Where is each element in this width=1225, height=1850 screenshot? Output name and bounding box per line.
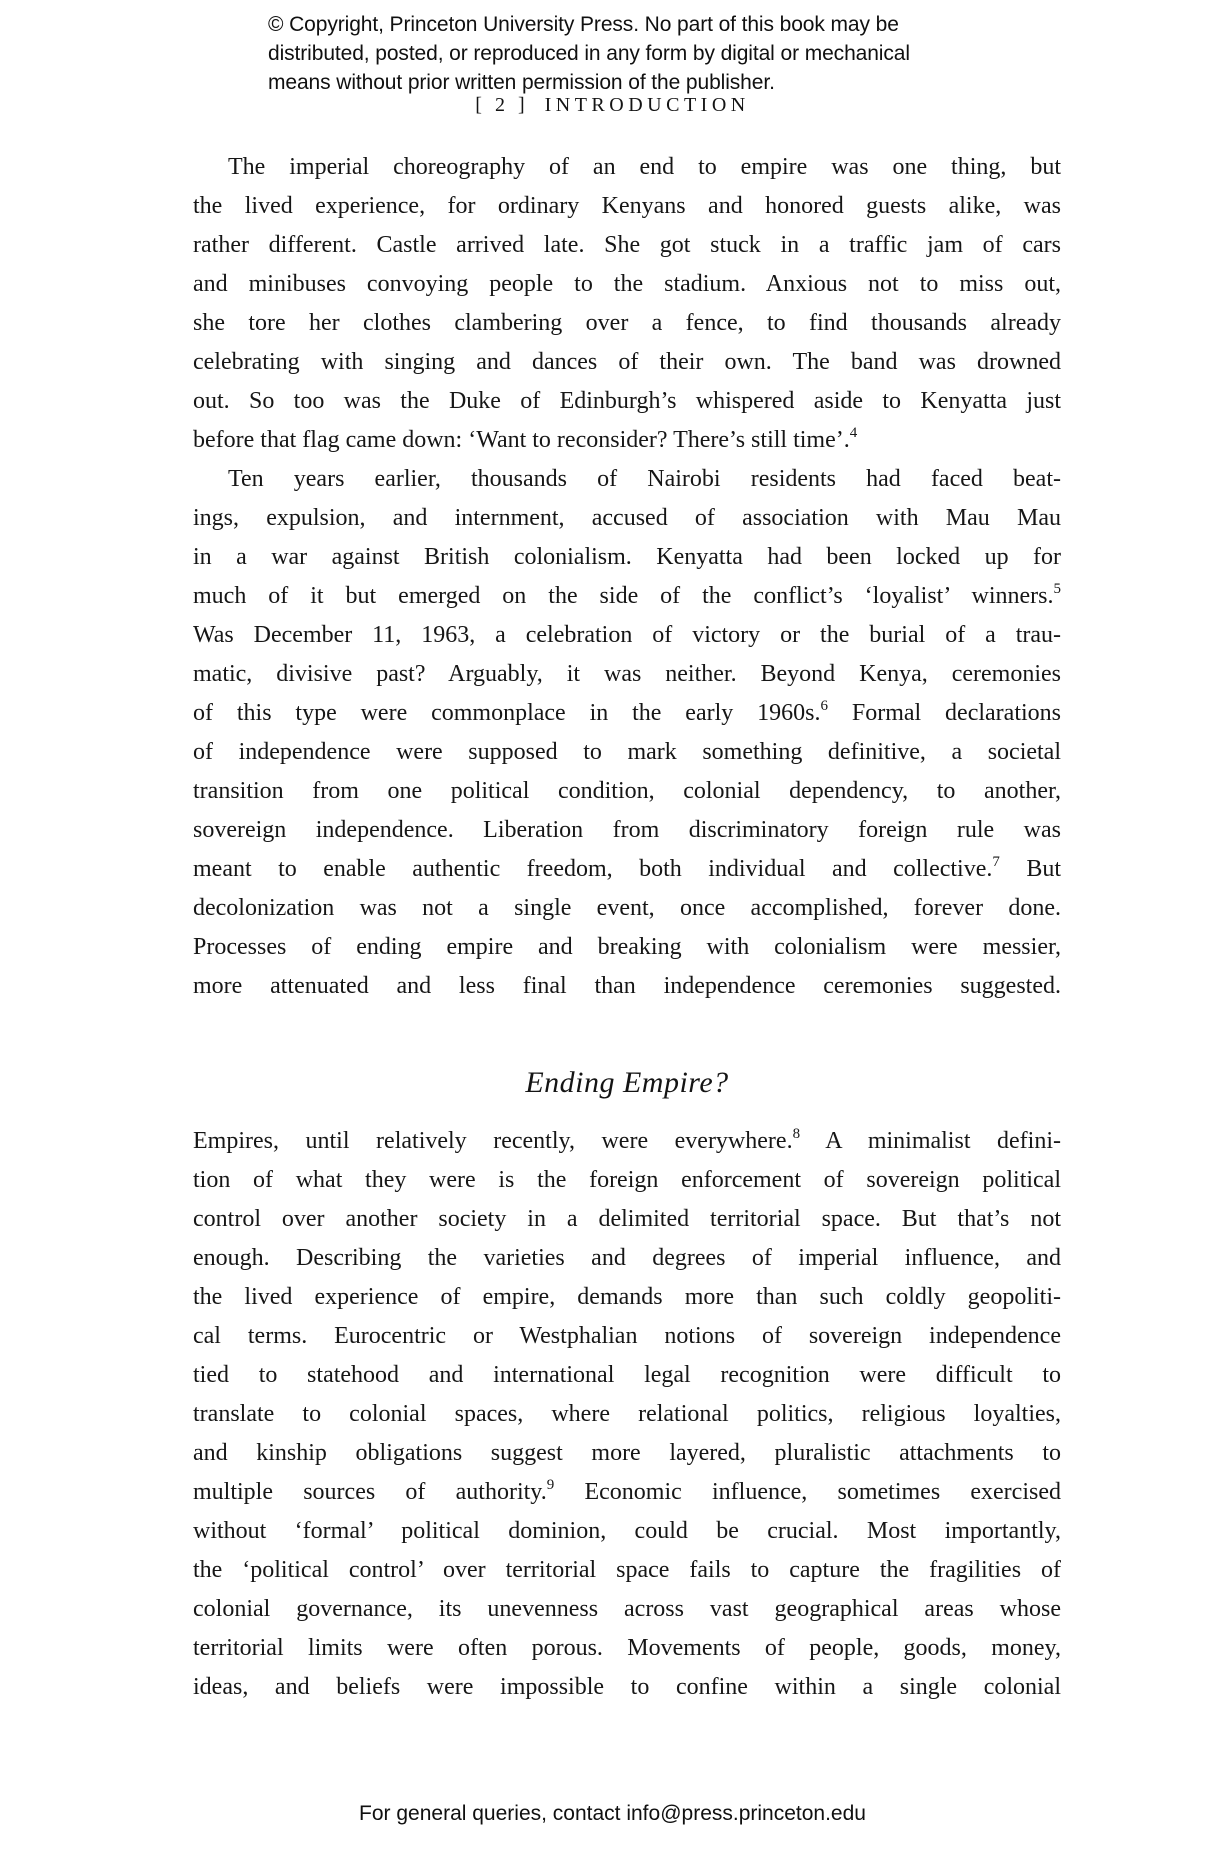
text-line: without ‘formal’ political dominion, could be crucial. Most importantly, bbox=[193, 1518, 1061, 1544]
text-line: more attenuated and less final than independence ceremonies suggested. bbox=[193, 973, 1061, 999]
text-line: enough. Describing the varieties and degrees of imperial influence, and bbox=[193, 1245, 1061, 1271]
text-line: decolonization was not a single event, once accomplished, forever done. bbox=[193, 895, 1061, 921]
paragraph-empires-everywhere bbox=[193, 1122, 1061, 1707]
text-line: celebrating with singing and dances of their own. The band was drowned bbox=[193, 349, 1061, 375]
running-head bbox=[0, 94, 1225, 117]
text-line: ings, expulsion, and internment, accused of association with Mau Mau bbox=[193, 505, 1061, 531]
text-line: meant to enable authentic freedom, both individual and collective.$^7$ But bbox=[193, 854, 1061, 882]
text-line: tied to statehood and international legal recognition were difficult to bbox=[193, 1362, 1061, 1388]
text-line: Was December 11, 1963, a celebration of victory or the burial of a trau- bbox=[193, 622, 1061, 648]
text-line: before that flag came down: ‘Want to reconsider? There’s still time’.$^4$ bbox=[193, 425, 858, 453]
text-line: Processes of ending empire and breaking with colonialism were messier, bbox=[193, 934, 1061, 960]
text-line: out. So too was the Duke of Edinburgh’s whispered aside to Kenyatta just bbox=[193, 388, 1061, 414]
text-line: distributed, posted, or reproduced in any form by digital or mechanical bbox=[268, 42, 910, 65]
text-line: control over another society in a delimited territorial space. But that’s not bbox=[193, 1206, 1061, 1232]
page-number: [ 2 ] bbox=[475, 94, 529, 116]
text-line: tion of what they were is the foreign enforcement of sovereign political bbox=[193, 1167, 1061, 1193]
text-line: the ‘political control’ over territorial space fails to capture the fragilities of bbox=[193, 1557, 1061, 1583]
text-line: translate to colonial spaces, where relational politics, religious loyalties, bbox=[193, 1401, 1061, 1427]
text-line: The imperial choreography of an end to empire was one thing, but bbox=[228, 154, 1061, 180]
text-line: means without prior written permission of the publisher. bbox=[268, 71, 775, 94]
text-line: matic, divisive past? Arguably, it was neither. Beyond Kenya, ceremonies bbox=[193, 661, 1061, 687]
text-line: in a war against British colonialism. Kenyatta had been locked up for bbox=[193, 544, 1061, 570]
text-line: Ten years earlier, thousands of Nairobi residents had faced beat- bbox=[228, 466, 1061, 492]
text-line: multiple sources of authority.$^9$ Economic influence, sometimes exercised bbox=[193, 1477, 1061, 1505]
chapter-title: INTRODUCTION bbox=[544, 94, 750, 116]
text-line: ideas, and beliefs were impossible to confine within a single colonial bbox=[193, 1674, 1061, 1700]
text-line: © Copyright, Princeton University Press. No part of this book may be bbox=[268, 13, 899, 36]
text-line: sovereign independence. Liberation from discriminatory foreign rule was bbox=[193, 817, 1061, 843]
text-line: the lived experience of empire, demands more than such coldly geopoliti- bbox=[193, 1284, 1061, 1310]
text-line: of independence were supposed to mark something definitive, a societal bbox=[193, 739, 1061, 765]
text-line: Empires, until relatively recently, were everywhere.$^8$ A minimalist defini- bbox=[193, 1126, 1061, 1154]
text-line: colonial governance, its unevenness across vast geographical areas whose bbox=[193, 1596, 1061, 1622]
text-line: and kinship obligations suggest more layered, pluralistic attachments to bbox=[193, 1440, 1061, 1466]
text-line: of this type were commonplace in the early 1960s.$^6$ Formal declarations bbox=[193, 698, 1061, 726]
text-line: territorial limits were often porous. Movements of people, goods, money, bbox=[193, 1635, 1061, 1661]
paragraph-ten-years-earlier bbox=[193, 460, 1061, 1006]
text-column bbox=[193, 148, 1061, 1707]
text-line: cal terms. Eurocentric or Westphalian notions of sovereign independence bbox=[193, 1323, 1061, 1349]
text-line: she tore her clothes clambering over a fence, to find thousands already bbox=[193, 310, 1061, 336]
text-line: the lived experience, for ordinary Kenyans and honored guests alike, was bbox=[193, 193, 1061, 219]
section-heading: Ending Empire? bbox=[525, 1066, 729, 1099]
copyright-notice bbox=[268, 10, 910, 97]
paragraph-imperial-choreography bbox=[193, 148, 1061, 460]
text-line: and minibuses convoying people to the stadium. Anxious not to miss out, bbox=[193, 271, 1061, 297]
text-line: rather different. Castle arrived late. She got stuck in a traffic jam of cars bbox=[193, 232, 1061, 258]
text-line: transition from one political condition, colonial dependency, to another, bbox=[193, 778, 1061, 804]
footer-contact: For general queries, contact info@press.princeton.edu bbox=[359, 1802, 866, 1825]
text-line: much of it but emerged on the side of the conflict’s ‘loyalist’ winners.$^5$ bbox=[193, 581, 1061, 609]
